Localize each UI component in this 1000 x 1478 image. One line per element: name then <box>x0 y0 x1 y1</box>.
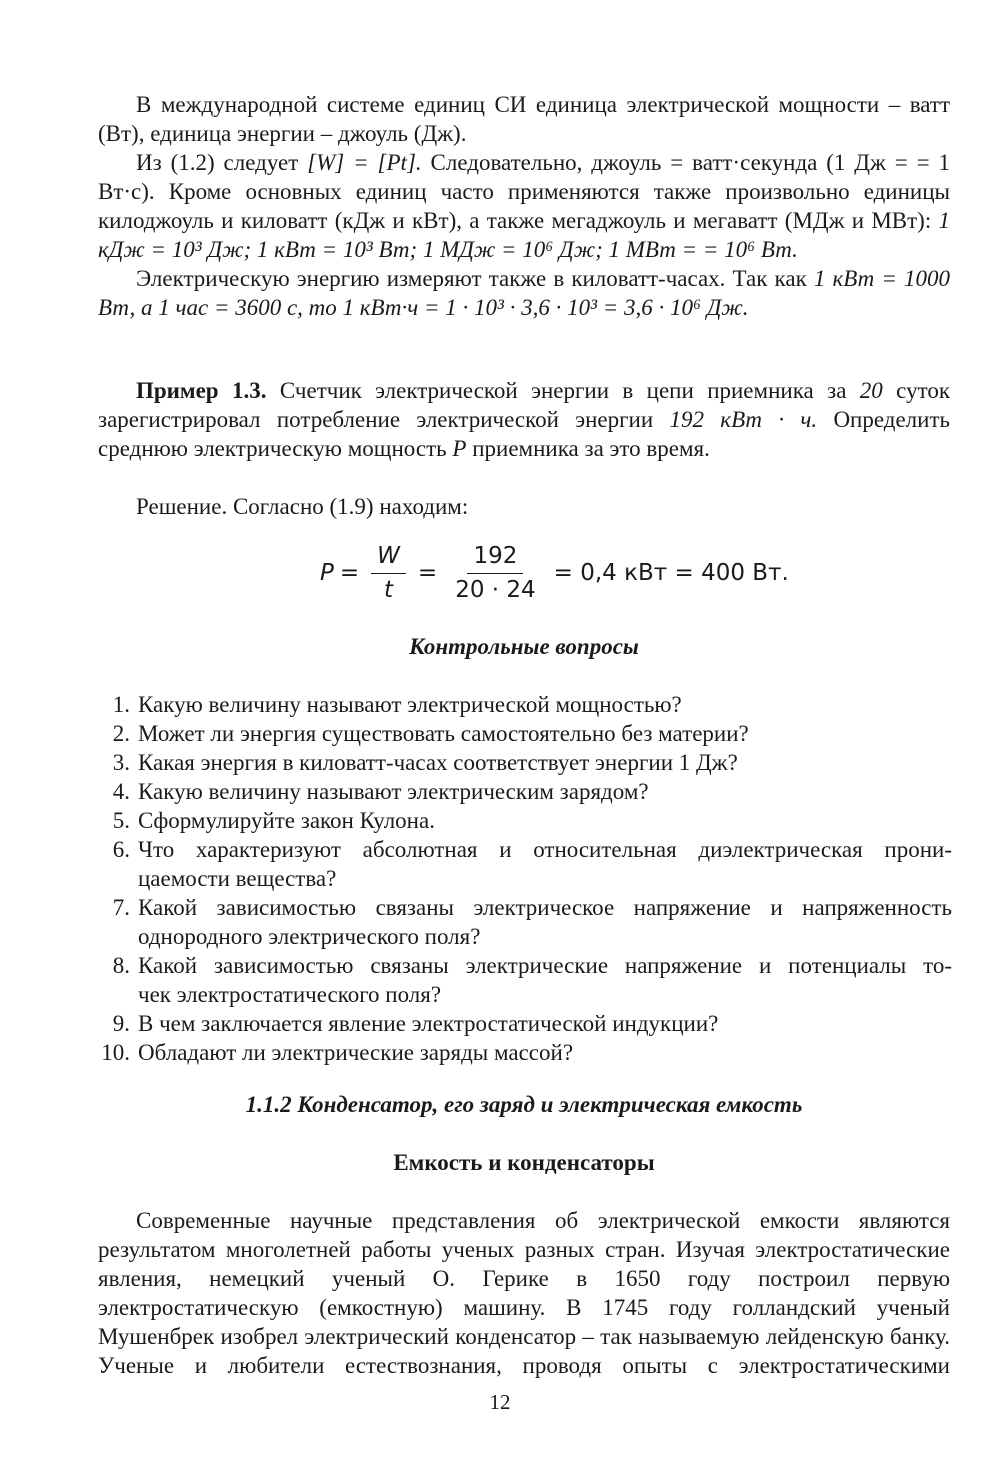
formula-result: = 0,4 кВт = 400 Вт. <box>553 560 789 586</box>
solution-intro: Решение. Согласно (1.9) находим: <box>136 494 469 519</box>
question-text: Может ли энергия существовать самостоятельно без материи? <box>138 721 749 746</box>
fraction-w-over-t: $\frac{W}{t}$ <box>371 542 406 605</box>
question-text: Какую величину называют электрическим зарядом? <box>138 779 649 804</box>
question-number: 8. <box>112 953 130 978</box>
example-label: Пример 1.3. <box>136 378 267 403</box>
question-number: 9. <box>112 1011 130 1036</box>
list-item <box>96 777 952 806</box>
question-text: Обладают ли электрические заряды массой? <box>138 1040 574 1065</box>
question-number: 5. <box>112 808 130 833</box>
si-units-paragraph: В международной системе единиц СИ единица электрической мощности – ватт (Вт), единица энергии – джоуль (Дж). <box>98 92 950 146</box>
question-number: 10. <box>101 1040 130 1065</box>
list-item <box>96 719 952 748</box>
example-energy: 192 кВт · ч. <box>669 407 818 432</box>
question-number: 3. <box>112 750 130 775</box>
energy-power-relation: [W] = [Pt]. <box>307 150 422 175</box>
questions-list <box>96 690 952 1067</box>
question-text: В чем заключается явление электростатической индукции? <box>138 1011 719 1036</box>
question-text: Какой зависимостью связаны электрические напряжение и потенциалы то- чек электростатического поля? <box>138 953 952 1007</box>
list-item <box>96 835 952 893</box>
kilowatt-hour-paragraph: Электрическую энергию измеряют также в киловатт-часах. Так как 1 кВт = 1000 Вт, а 1 час = 3600 с, то 1 кВт·ч = 1 · 10³ · 3,6 · 10³ = 3,6 · 10⁶ Дж. <box>98 266 950 320</box>
list-item <box>96 748 952 777</box>
subsection-title: Емкость и конденсаторы <box>393 1150 655 1175</box>
question-text: Что характеризуют абсолютная и относительная диэлектрическая прони- цаемости вещества? <box>138 837 952 891</box>
intro-section <box>98 90 950 322</box>
fraction-numeric: $\frac{192}{20 \cdot 24}$ <box>455 543 536 603</box>
example-days: 20 <box>859 378 883 403</box>
kwh-conversion: 1 кВт = 1000 Вт, а 1 час = 3600 с, то 1 кВт·ч = 1 · 10³ · 3,6 · 10³ = 3,6 · 10⁶ Дж. <box>98 266 950 320</box>
page-number: 12 <box>489 1390 511 1414</box>
capacitance-history-paragraph: Современные научные представления об электрической емкости являются результатом многолетней работы ученых разных стран. Изучая электростатические явления, немецкий ученый О. Герике в 1650 году построил первую электростатическую (емкостную) машину. В 1745 году голландский ученый Мушенбрек изобрел электрический конденсатор – так называемую лейденскую банку. Ученые и любители естествознания, проводя опыты с электростатическими <box>98 1208 950 1378</box>
list-item <box>96 951 952 1009</box>
question-number: 1. <box>112 692 130 717</box>
list-item <box>96 806 952 835</box>
list-item <box>96 1009 952 1038</box>
power-symbol: P <box>452 436 467 461</box>
section-title: 1.1.2 Конденсатор, его заряд и электрическая емкость <box>245 1092 803 1117</box>
questions-title: Контрольные вопросы <box>409 634 639 659</box>
question-text: Сформулируйте закон Кулона. <box>138 808 435 833</box>
example-1-3 <box>98 376 950 463</box>
list-item <box>96 690 952 719</box>
question-number: 7. <box>112 895 130 920</box>
list-item <box>96 1038 952 1067</box>
question-text: Какая энергия в киловатт-часах соответствует энергии 1 Дж? <box>138 750 738 775</box>
units-paragraph: Из (1.2) следует [W] = [Pt]. Следовательно, джоуль = ватт·секунда (1 Дж = = 1 Вт·с). Кроме основных единиц часто применяются также произвольно единицы килоджоуль и киловатт (кДж и кВт), а также мегаджоуль и мегаватт (МДж и МВт): 1 кДж = 10³ Дж; 1 кВт = 10³ Вт; 1 МДж = 10⁶ Дж; 1 МВт = = 10⁶ Вт. <box>98 150 950 262</box>
unit-conversions: 1 кДж = 10³ Дж; 1 кВт = 10³ Вт; 1 МДж = 10⁶ Дж; 1 МВт = = 10⁶ Вт. <box>98 208 950 262</box>
question-number: 6. <box>112 837 130 862</box>
question-number: 4. <box>112 779 130 804</box>
question-text: Какую величину называют электрической мощностью? <box>138 692 682 717</box>
formula-lhs: P <box>320 560 334 586</box>
question-number: 2. <box>112 721 130 746</box>
power-formula: P = $\frac{W}{t}$ = $\frac{192}{20 \cdot 24}$ = 0,4 кВт = 400 Вт. <box>320 543 789 603</box>
example-text: Пример 1.3. Счетчик электрической энергии в цепи приемника за 20 суток зарегистрировал потребление электрической энергии 192 кВт · ч. Определить среднюю электрическую мощность P приемника за это время. <box>98 378 951 461</box>
list-item <box>96 893 952 951</box>
question-text: Какой зависимостью связаны электрическое напряжение и напряженность однородного электрического поля? <box>138 895 952 949</box>
